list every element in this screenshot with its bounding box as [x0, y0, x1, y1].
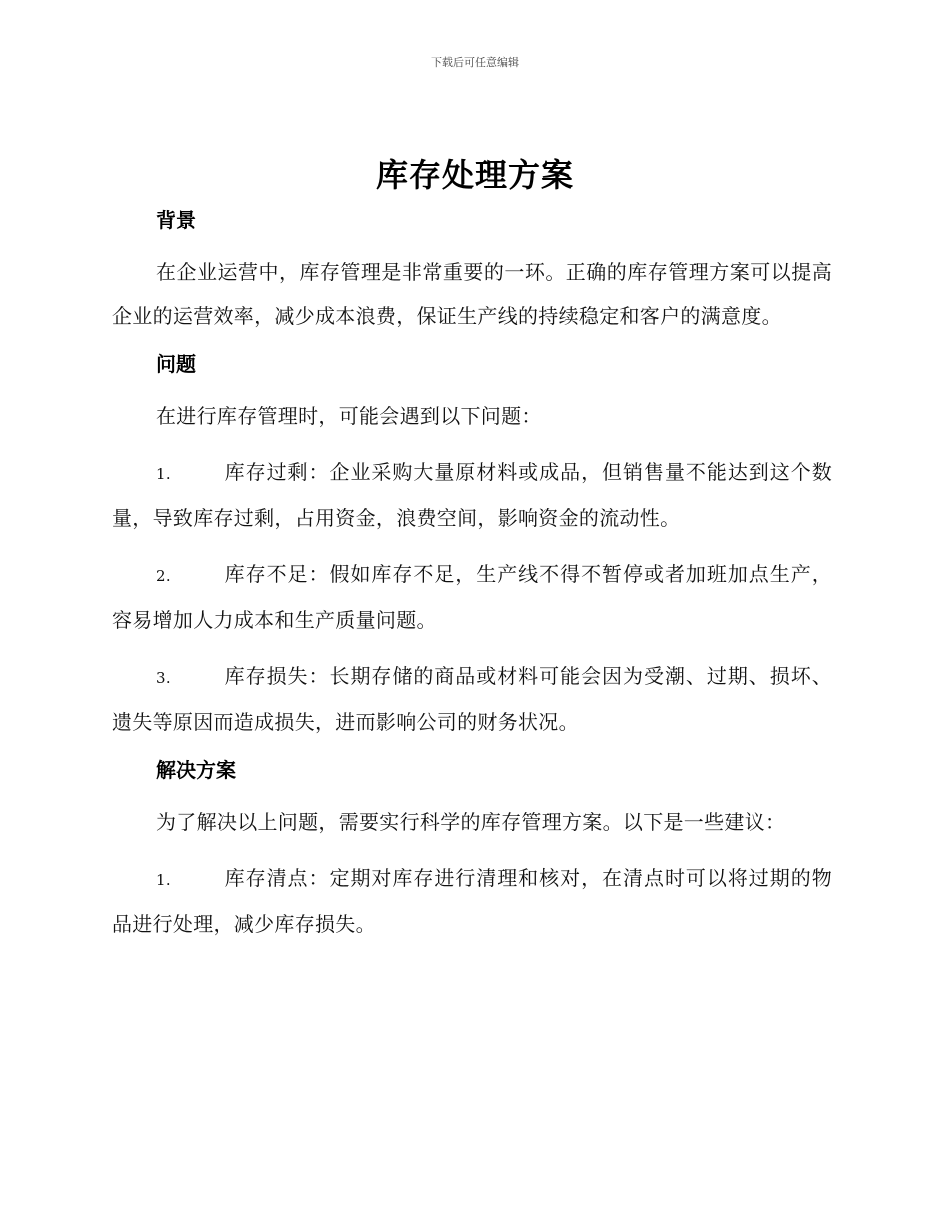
list-item-text: 库存不足：假如库存不足，生产线不得不暂停或者加班加点生产，容易增加人力成本和生产质量问题。 — [112, 562, 832, 632]
page-header-note: 下载后可任意编辑 — [431, 56, 519, 69]
list-item — [112, 654, 832, 744]
list-item — [112, 856, 832, 946]
list-item-text: 库存清点：定期对库存进行清理和核对，在清点时可以将过期的物品进行处理，减少库存损失。 — [112, 866, 832, 936]
section-heading-solutions: 解决方案 — [156, 758, 236, 782]
section-heading-problems: 问题 — [156, 352, 196, 376]
list-item — [112, 450, 832, 540]
document-body — [112, 200, 832, 958]
list-number: 3. — [156, 669, 171, 687]
section-heading-background: 背景 — [156, 208, 196, 232]
list-number: 2. — [156, 567, 171, 585]
background-paragraph: 在企业运营中，库存管理是非常重要的一环。正确的库存管理方案可以提高企业的运营效率，减少成本浪费，保证生产线的持续稳定和客户的满意度。 — [112, 260, 832, 328]
list-item — [112, 552, 832, 642]
list-number: 1. — [156, 871, 171, 889]
list-item-text: 库存损失：长期存储的商品或材料可能会因为受潮、过期、损坏、遗失等原因而造成损失，进而影响公司的财务状况。 — [112, 664, 832, 734]
problems-intro: 在进行库存管理时，可能会遇到以下问题： — [156, 404, 542, 428]
list-number: 1. — [156, 465, 171, 483]
solutions-intro: 为了解决以上问题，需要实行科学的库存管理方案。以下是一些建议： — [156, 810, 786, 834]
document-title: 库存处理方案 — [375, 156, 574, 194]
list-item-text: 库存过剩：企业采购大量原材料或成品，但销售量不能达到这个数量，导致库存过剩，占用资金，浪费空间，影响资金的流动性。 — [112, 460, 832, 530]
